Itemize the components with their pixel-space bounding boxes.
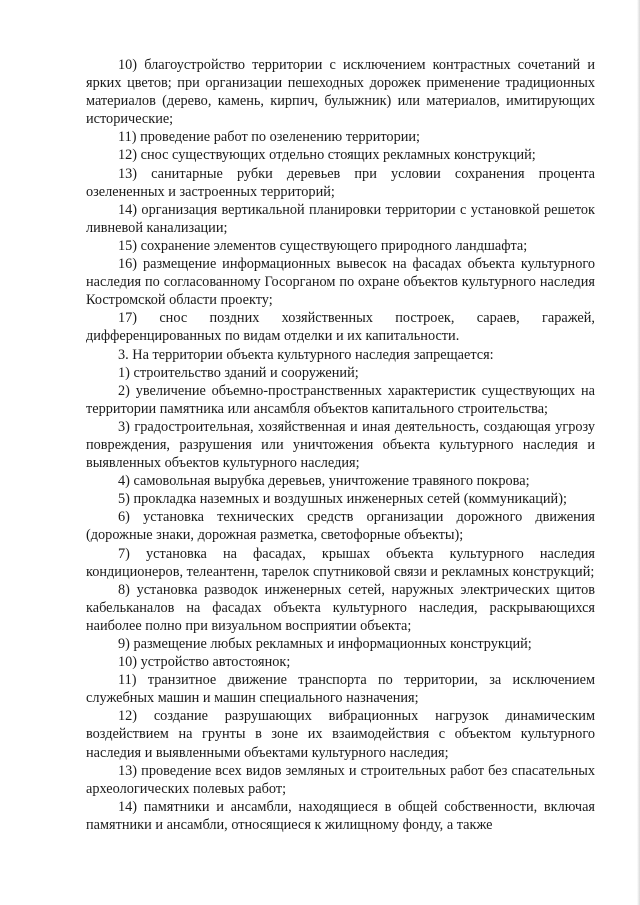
prohibition-item-7: 7) установка на фасадах, крышах объекта культурного наследия кондиционеров, телеантенн, тарелок спутниковой связи и рекламных конструкций; (86, 545, 595, 580)
paragraph-item-11-greening: 11) проведение работ по озеленению территории; (118, 129, 420, 146)
prohibition-item-8: 8) установка разводок инженерных сетей, наружных электрических щитов кабельканалов на фасадах объекта культурного наследия, раскрывающихся наиболее полно при визуальном восприятии объекта; (86, 581, 595, 634)
prohibition-item-11: 11) транзитное движение транспорта по территории, за исключением служебных машин и машин специального назначения; (86, 672, 595, 707)
paragraph-item-10-landscaping: 10) благоустройство территории с исключением контрастных сочетаний и ярких цветов; при организации пешеходных дорожек применение традиционных материалов (дерево, камень, кирпич, булыжник) или материалов, имитирующих исторические; (86, 57, 595, 128)
paragraph-item-14-vertical-planning: 14) организация вертикальной планировки территории с установкой решеток ливневой канализации; (86, 201, 595, 236)
paragraph-item-17-demolition-outbuildings: 17) снос поздних хозяйственных построек, сараев, гаражей, дифференцированных по видам отделки и их капитальности. (86, 310, 595, 345)
section-heading-prohibitions: 3. На территории объекта культурного наследия запрещается: (118, 346, 494, 363)
paragraph-item-16-signage: 16) размещение информационных вывесок на фасадах объекта культурного наследия по согласованному Госорганом по охране объектов культурного наследия Костромской области проекту; (86, 256, 595, 309)
prohibition-item-9: 9) размещение любых рекламных и информационных конструкций; (118, 636, 532, 652)
prohibition-item-5: 5) прокладка наземных и воздушных инженерных сетей (коммуникаций); (118, 491, 567, 508)
prohibition-item-12: 12) создание разрушающих вибрационных нагрузок динамическим воздействием на грунты в зоне их взаимодействия с объектом культурного наследия и выявленными объектами культурного наследия; (86, 708, 595, 761)
paragraph-item-15-landscape-preservation: 15) сохранение элементов существующего природного ландшафта; (118, 237, 528, 254)
prohibition-item-2: 2) увеличение объемно-пространственных характеристик существующих на территории памятника или ансамбля объектов капитального строительства; (86, 382, 595, 417)
prohibition-item-6: 6) установка технических средств организации дорожного движения (дорожные знаки, дорожная разметка, светофорные объекты); (86, 509, 595, 544)
prohibition-item-13: 13) проведение всех видов земляных и строительных работ без спасательных археологических полевых работ; (86, 762, 595, 797)
prohibition-item-10: 10) устройство автостоянок; (118, 654, 291, 671)
document-page (86, 56, 595, 834)
prohibition-item-3: 3) градостроительная, хозяйственная и иная деятельность, создающая угрозу повреждения, разрушения или уничтожения объекта культурного наследия и выявленных объектов культурного наследия; (86, 418, 595, 472)
prohibition-item-1: 1) строительство зданий и сооружений; (118, 364, 359, 381)
prohibition-item-14: 14) памятники и ансамбли, находящиеся в общей собственности, включая памятники и ансамбли, относящиеся к жилищному фонду, а также (86, 798, 595, 833)
paragraph-item-12-demolition-ads: 12) снос существующих отдельно стоящих рекламных конструкций; (118, 147, 536, 164)
paragraph-item-13-sanitary-felling: 13) санитарные рубки деревьев при условии сохранения процента озелененных и застроенных территорий; (86, 165, 595, 200)
prohibition-item-4: 4) самовольная вырубка деревьев, уничтожение травяного покрова; (118, 473, 530, 490)
